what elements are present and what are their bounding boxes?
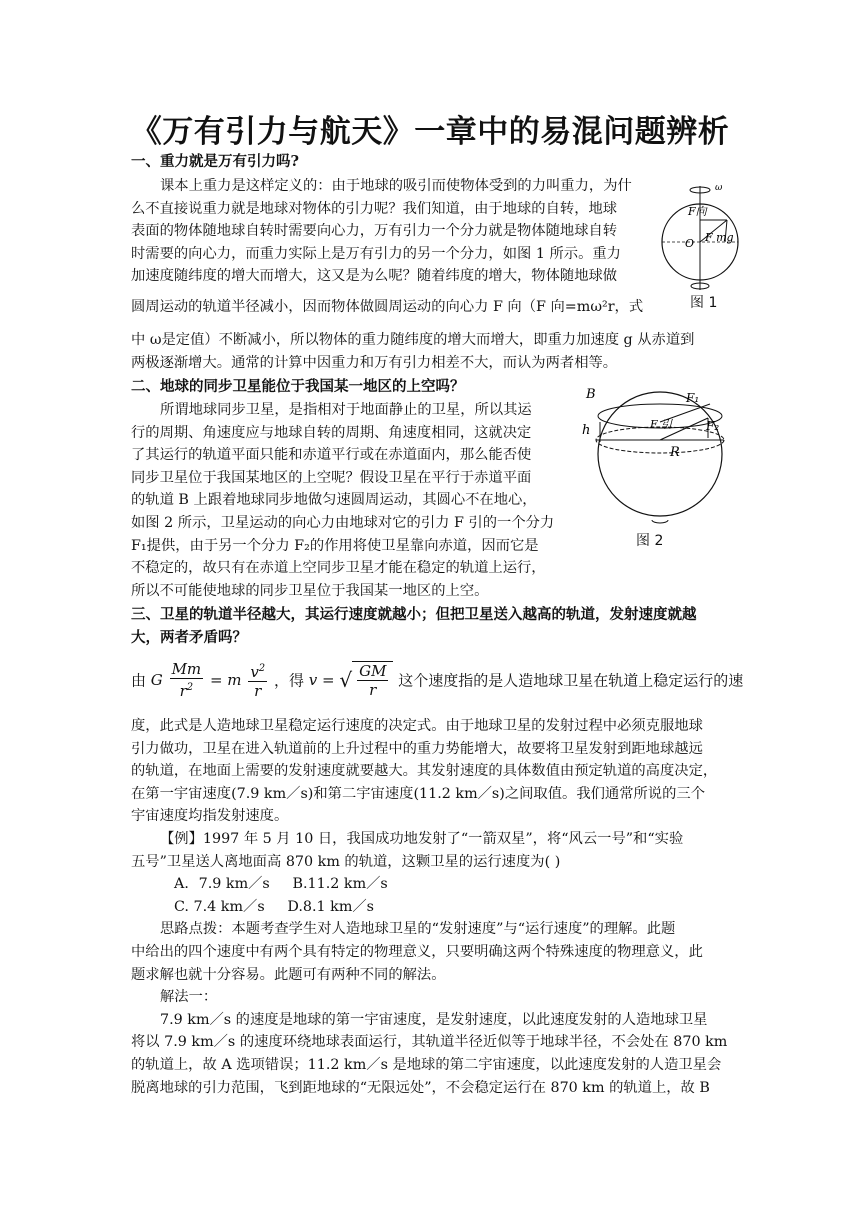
force-f1-label: F₁ bbox=[686, 391, 700, 405]
formula-v-equals: v = bbox=[308, 671, 335, 689]
section1-paragraph-cont bbox=[131, 329, 741, 374]
text-line: F₁提供，由于另一个分力 F₂的作用将使卫星靠向赤道，因而它是 bbox=[131, 537, 539, 554]
text-line: 圆周运动的轨道半径减小，因而物体做圆周运动的向心力 F 向（F 向=mω²r，式 bbox=[131, 298, 644, 315]
solution-heading: 解法一： bbox=[160, 989, 218, 1006]
solution-line: 脱离地球的引力范围，飞到距地球的“无限远处”，不会稳定运行在 870 km 的轨道上，故 B bbox=[131, 1079, 710, 1096]
formula-suffix: 这个速度指的是人造地球卫星在轨道上稳定运行的速 bbox=[398, 671, 744, 690]
solution-line: 将以 7.9 km／s 的速度环绕地球表面运行，其轨道半径近似等于地球半径，不会处在 870 km bbox=[131, 1034, 728, 1051]
text-line: 中 ω是定值）不断减小，所以物体的重力随纬度的增大而增大，即重力加速度 g 从赤道到 bbox=[131, 332, 695, 348]
example-line: 【例】1997 年 5 月 10 日，我国成功地发射了“一箭双星”，将“风云一号”和“实验 bbox=[160, 830, 684, 847]
force-f2-label: F₂ bbox=[706, 419, 720, 433]
text-line: 同步卫星位于我国某地区的上空呢？假设卫星在平行于赤道平面 bbox=[131, 469, 532, 486]
text-line: 课本上重力是这样定义的：由于地球的吸引而使物体受到的力叫重力，为什 bbox=[160, 178, 632, 194]
section1-paragraph bbox=[131, 175, 691, 319]
gravitational-force-label: F 引 bbox=[650, 418, 673, 431]
text-line: 的轨道，在地面上需要的发射速度就要越大。其发射速度的具体数值由预定轨道的高度决定， bbox=[131, 763, 718, 780]
solution-line: 的轨道上，故 A 选项错误；11.2 km／s 是地球的第二宇宙速度，以此速度发射的人造卫星会 bbox=[131, 1056, 722, 1073]
option-line: C. 7.4 km／s D.8.1 km／s bbox=[174, 898, 375, 915]
center-o-label: O bbox=[685, 237, 695, 250]
text-line: 不稳定的，故只有在赤道上空同步卫星才能在稳定的轨道上运行， bbox=[131, 560, 546, 577]
analysis-line: 中给出的四个速度中有两个具有特定的物理意义，只要明确这两个特殊速度的物理意义，此 bbox=[131, 943, 703, 960]
omega-label: ω bbox=[715, 183, 723, 193]
text-line: 度，此式是人造地球卫星稳定运行速度的决定式。由于地球卫星的发射过程中必须克服地球 bbox=[131, 718, 703, 734]
section2-paragraph bbox=[131, 399, 571, 602]
text-line: 引力做功，卫星在进入轨道前的上升过程中的重力势能增大，故要将卫星发射到距地球越远 bbox=[131, 740, 703, 757]
option-line: A．7.9 km／s B.11.2 km／s bbox=[174, 876, 388, 893]
velocity-formula-line bbox=[131, 660, 743, 705]
section3-heading bbox=[131, 603, 697, 649]
analysis-line: 题求解也就十分容易。此题可有两种不同的解法。 bbox=[131, 966, 446, 983]
text-line: 表面的物体随地球自转时需要向心力，万有引力一个分力就是物体随地球自转 bbox=[131, 223, 618, 240]
solution-line: 7.9 km／s 的速度是地球的第一宇宙速度，是发射速度，以此速度发射的人造地球卫星 bbox=[160, 1011, 708, 1028]
text-line: 如图 2 所示，卫星运动的向心力由地球对它的引力 F 引的一个分力 bbox=[131, 514, 555, 531]
text-line: 么不直接说重力就是地球对物体的引力呢？我们知道，由于地球的自转，地球 bbox=[131, 200, 618, 217]
figure-1-caption: 图 1 bbox=[690, 295, 718, 311]
radius-r-label: R bbox=[670, 445, 680, 460]
formula-g: G bbox=[150, 671, 163, 689]
formula-m: m bbox=[227, 671, 242, 689]
heading-line: 大，两者矛盾吗？ bbox=[131, 629, 247, 646]
text-line: 所以不可能使地球的同步卫星位于我国某一地区的上空。 bbox=[131, 582, 489, 599]
text-line: 了其运行的轨道平面只能和赤道平行或在赤道面内，那么能否使 bbox=[131, 447, 532, 464]
sqrt-sign: √ bbox=[339, 668, 353, 692]
section2-heading: 二、地球的同步卫星能位于我国某一地区的上空吗？ bbox=[131, 378, 465, 395]
orbit-b-label: B bbox=[586, 387, 596, 402]
page-title: 《万有引力与航天》一章中的易混问题辨析 bbox=[130, 114, 730, 150]
text-line: 时需要的向心力，而重力实际上是万有引力的另一个分力，如图 1 所示。重力 bbox=[131, 245, 621, 262]
formula-v2-over-r: $\frac{v^2}{r}$ bbox=[248, 660, 267, 700]
heading-line: 三、卫星的轨道半径越大，其运行速度就越小；但把卫星送入越高的轨道，发射速度就越 bbox=[131, 606, 697, 623]
text-line: 所谓地球同步卫星，是指相对于地面静止的卫星，所以其运 bbox=[160, 402, 532, 418]
analysis-line: 思路点拨：本题考查学生对人造地球卫星的“发射速度”与“运行速度”的理解。此题 bbox=[160, 921, 676, 938]
example-line: 五号”卫星送人离地面高 870 km 的轨道，这颗卫星的运行速度为( ) bbox=[131, 853, 561, 870]
centripetal-force-label: F向 bbox=[688, 205, 707, 218]
section1-heading: 一、重力就是万有引力吗? bbox=[131, 153, 299, 170]
figure-1-earth-gravity bbox=[655, 180, 745, 295]
text-line: 行的周期、角速度应与地球自转的周期、角速度相同，这就决定 bbox=[131, 424, 532, 441]
formula-mid: ，得 bbox=[273, 671, 304, 690]
height-h-label: h bbox=[582, 423, 591, 438]
text-line: 宇宙速度均指发射速度。 bbox=[131, 808, 289, 825]
text-line: 加速度随纬度的增大而增大，这又是为么呢？随着纬度的增大，物体随地球做 bbox=[131, 268, 618, 285]
formula-mm-over-r2: $\frac{Mm}{r^2}$ bbox=[171, 660, 202, 700]
section3-paragraph bbox=[131, 715, 741, 1099]
figure-2-synchronous-satellite bbox=[580, 382, 740, 532]
figure-2-caption: 图 2 bbox=[636, 533, 664, 549]
formula-equals: = bbox=[209, 671, 223, 689]
formula-sqrt-gm-over-r: $\frac{GM}{r}$ bbox=[352, 661, 393, 699]
text-line: 的轨道 B 上跟着地球同步地做匀速圆周运动，其圆心不在地心， bbox=[131, 492, 537, 509]
text-line: 两极逐渐增大。通常的计算中因重力和万有引力相差不大，而认为两者相等。 bbox=[131, 354, 618, 371]
text-line: 在第一宇宙速度(7.9 km／s)和第二宇宙速度(11.2 km／s)之间取值。我们通常所说的三个 bbox=[131, 785, 705, 802]
gravity-force-label: F mg bbox=[705, 231, 734, 244]
formula-prefix: 由 bbox=[131, 671, 147, 690]
